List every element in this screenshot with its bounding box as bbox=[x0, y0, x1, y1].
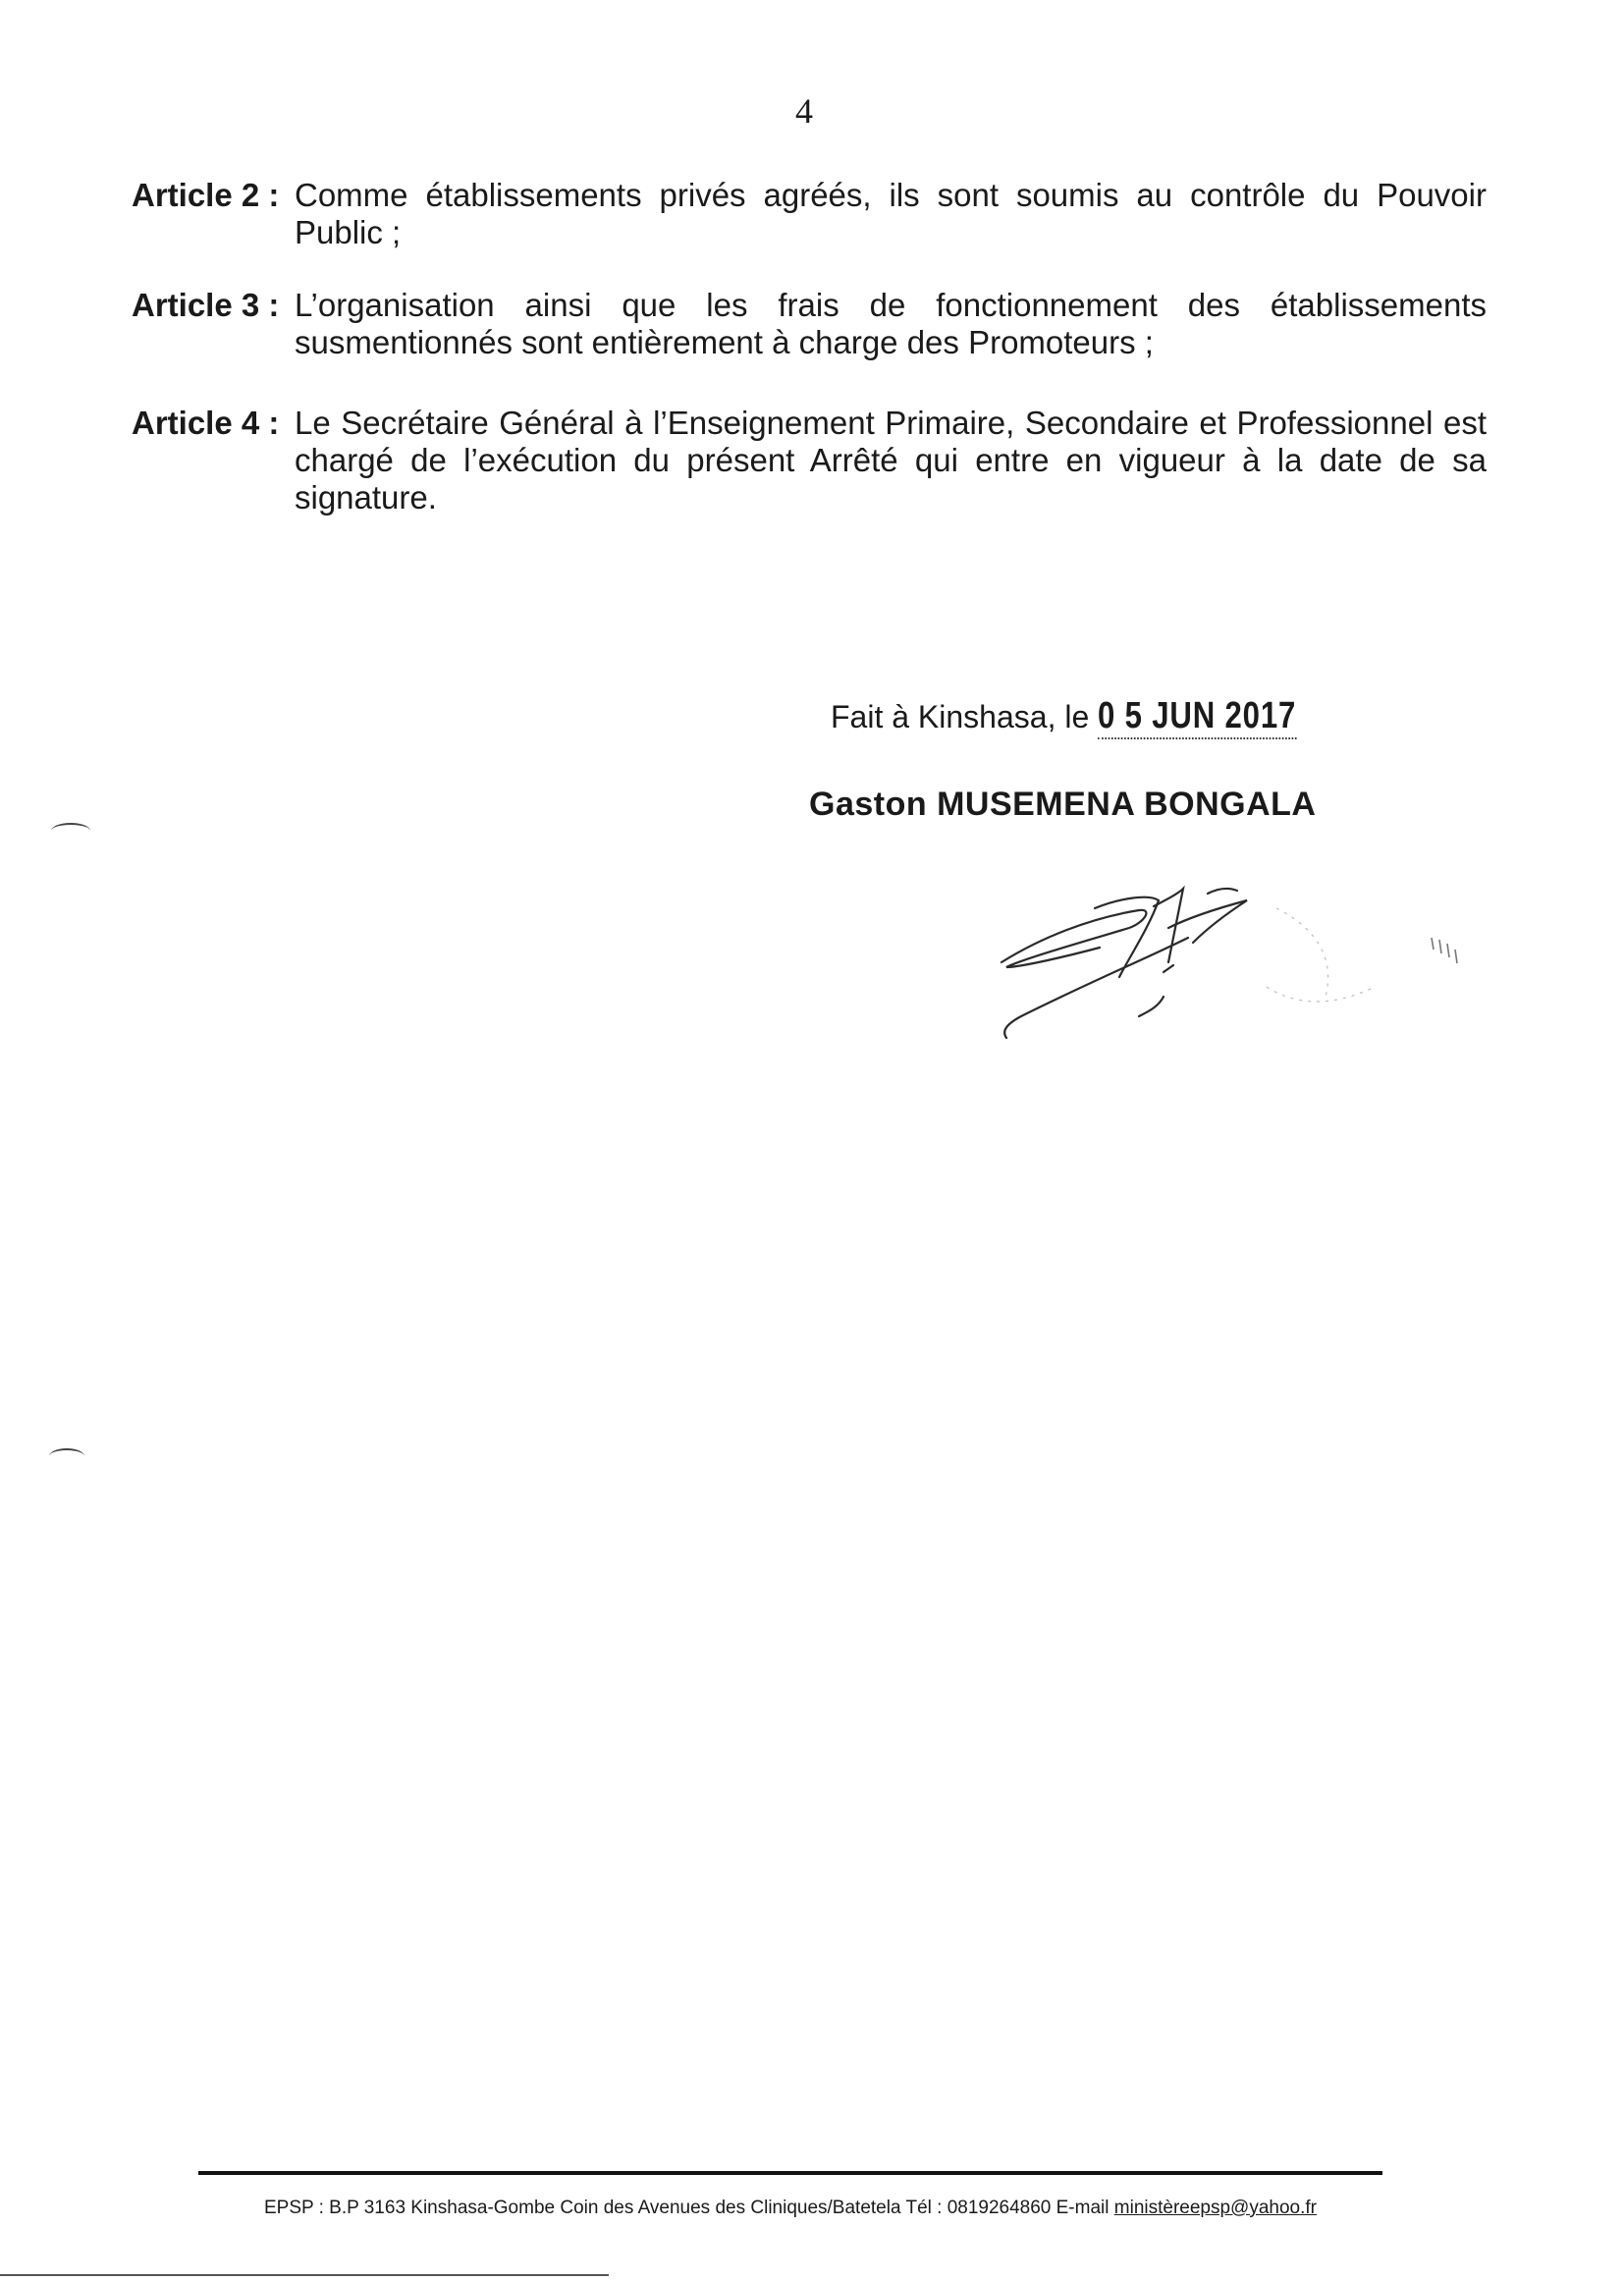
date-stamp: 0 5 JUN 2017 bbox=[1098, 695, 1296, 739]
article-text: L’organisation ainsi que les frais de fonctionnement des établissements susmentionnés sont entièrement à charge des Promoteurs ; bbox=[295, 287, 1487, 360]
place-and-date bbox=[831, 695, 1340, 739]
article-label: Article 4 : bbox=[132, 405, 280, 441]
footer bbox=[196, 2198, 1384, 2219]
footer-email: ministèreepsp@yahoo.fr bbox=[1113, 2198, 1317, 2218]
handwritten-signature bbox=[982, 869, 1473, 1065]
article-label: Article 2 : bbox=[132, 177, 280, 213]
article-text: Le Secrétaire Général à l’Enseignement Primaire, Secondaire et Professionnel est chargé de l’exécution du présent Arrêté qui entre en vigueur à la date de sa signature. bbox=[295, 405, 1487, 516]
article-label: Article 3 : bbox=[132, 287, 280, 323]
footer-address: EPSP : B.P 3163 Kinshasa-Gombe Coin des Avenues des Cliniques/Batetela Tél : 0819264860 E-mail bbox=[264, 2198, 1110, 2218]
article-2 bbox=[132, 177, 1487, 251]
article-text: Comme établissements privés agréés, ils sont soumis au contrôle du Pouvoir Public ; bbox=[295, 177, 1487, 250]
footer-divider bbox=[198, 2171, 1382, 2175]
page-number: 4 bbox=[795, 91, 813, 131]
page-edge-line bbox=[0, 2274, 609, 2276]
scan-mark bbox=[51, 823, 90, 839]
article-3 bbox=[132, 287, 1487, 361]
article-4 bbox=[132, 405, 1487, 516]
signer-name: Gaston MUSEMENA BONGALA bbox=[809, 786, 1317, 823]
scan-mark bbox=[49, 1448, 84, 1464]
place-prefix: Fait à Kinshasa, le bbox=[831, 699, 1090, 734]
